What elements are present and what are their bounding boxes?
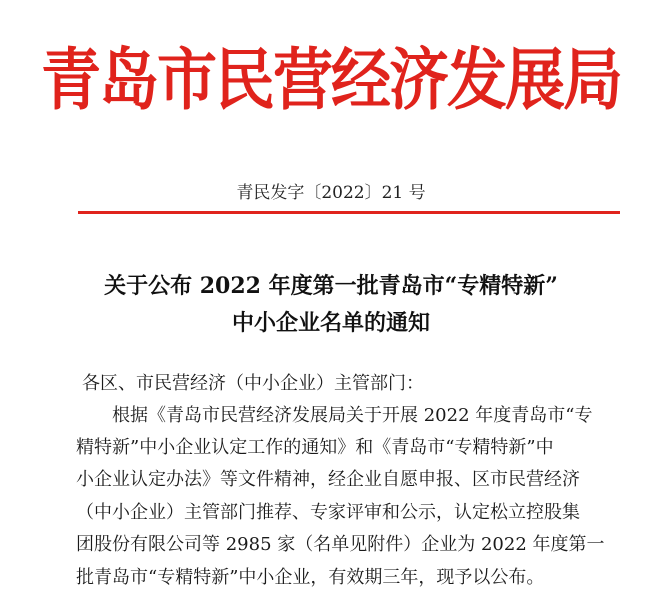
notice-title-line-1: 关于公布 2022 年度第一批青岛市“专精特新” <box>104 273 558 299</box>
paragraph-line: 根据《青岛市民营经济发展局关于开展 2022 年度青岛市“专 <box>112 405 593 426</box>
paragraph-line: 精特新”中小企业认定工作的通知》和《青岛市“专精特新”中 <box>76 437 554 458</box>
paragraph-line: 批青岛市“专精特新”中小企业，有效期三年，现予以公布。 <box>76 567 545 588</box>
red-header-rule <box>78 211 620 214</box>
paragraph-line: 团股份有限公司等 2985 家（名单见附件）企业为 2022 年度第一 <box>76 534 605 555</box>
paragraph-line: （中小企业）主管部门推荐、专家评审和公示，认定松立控股集 <box>76 502 580 523</box>
issuing-organization-title: 青岛市民营经济发展局 <box>41 41 621 120</box>
paragraph-line: 小企业认定办法》等文件精神，经企业自愿申报、区市民营经济 <box>76 469 580 490</box>
notice-title-line-2: 中小企业名单的通知 <box>231 310 430 336</box>
salutation: 各区、市民营经济（中小企业）主管部门： <box>82 373 424 394</box>
document-number: 青民发字〔2022〕21 号 <box>236 183 426 203</box>
